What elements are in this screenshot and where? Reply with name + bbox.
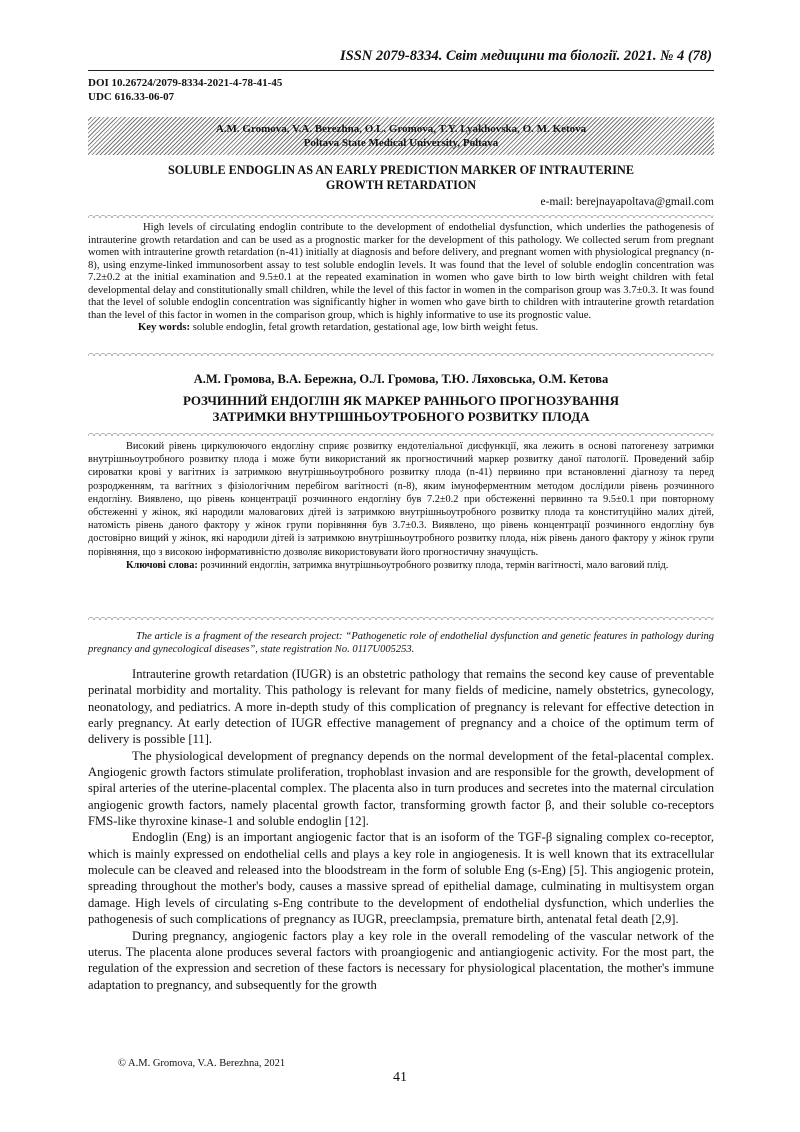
doi: DOI 10.26724/2079-8334-2021-4-78-41-45 (88, 77, 283, 89)
wave-divider (88, 430, 714, 436)
keywords-ua (88, 559, 714, 572)
keywords-en-label: Key words: (138, 322, 191, 333)
authors-banner (88, 117, 714, 155)
body-paragraph: During pregnancy, angiogenic factors play a key role in the overall remodeling of the vascular network of the uterus. The placenta alone produces several factors with proangiogenic and antiangiogenic activity. For the most part, the regulation of the expression and secretion of these factors is necessary for physiological placentation, the mother's immune adaptation to pregnancy, and subsequently for the growth (88, 928, 714, 992)
wave-divider (88, 212, 714, 218)
abstract-en-text: High levels of circulating endoglin contribute to the development of endothelial dysfunction, which underlies the pathogenesis of intrauterine growth retardation and can be used as a prognostic marker for the development of this pathology. We collected serum from pregnant women with intrauterine growth retardation (n-41) initially at diagnosis and before delivery, and pregnant women with physiological pregnancy (n-8), using enzyme-linked immunosorbent assay to test soluble endoglin levels. It was found that the level of soluble endoglin concentration was 7.2±0.2 at the initial examination and 9.5±0.1 at the repeated examination in women who gave birth to low birth weight children with fetal developmental delay and constitutionally small children, while the level of this factor in women in the comparison group was 3.7±0.3. It was found that the level of soluble endoglin concentration was significantly higher in women who gave birth to children with intrauterine growth retardation than the level of this factor in women in the comparison group, which is highly informative to use its prognostic value. (88, 222, 714, 321)
project-note: The article is a fragment of the research project: “Pathogenetic role of endothelial dysfunction and genetic features in pathology during pregnancy and gynecological diseases”, state registration No. 0117U005253. (88, 631, 714, 655)
body-paragraph: Intrauterine growth retardation (IUGR) is an obstetric pathology that remains the second key cause of preventable perinatal morbidity and mortality. This pathology is relevant for many fields of medicine, namely obstetrics, gynecology, neonatology, and pediatrics. A more in-depth study of this complication of pregnancy is relevant for effective detection in early pregnancy. At early detection of IUGR effective management of pregnancy and a choice of the optimum term of delivery is possible [11]. (88, 667, 714, 747)
keywords-en (88, 322, 714, 335)
title-ua-line1: РОЗЧИННИЙ ЕНДОГЛІН ЯК МАРКЕР РАННЬОГО ПРОГНОЗУВАННЯ (183, 393, 619, 408)
page-number: 41 (393, 1070, 407, 1085)
contact-email: e-mail: berejnayapoltava@gmail.com (540, 196, 714, 208)
copyright: © A.M. Gromova, V.A. Berezhna, 2021 (118, 1058, 286, 1069)
body-paragraph: Endoglin (Eng) is an important angiogenic factor that is an isoform of the TGF-β signaling complex co-receptor, which is mainly expressed on endothelial cells and plays a key role in angiogenesis. It is well known that its extracellular molecule can be cleaved and released into the bloodstream in the form of soluble Eng (s-Eng) [5]. This angiogenic protein, spreading throughout the mother's body, causes a massive spread of epithelial damage, culminating in multisystem organ damage. High levels of circulating s-Eng contribute to the development of endothelial dysfunction, which underlies the pathogenesis of such complications of pregnancy as IUGR, preeclampsia, premature birth, antenatal fetal death [2,9]. (88, 830, 714, 927)
title-ua-line2: ЗАТРИМКИ ВНУТРІШНЬОУТРОБНОГО РОЗВИТКУ ПЛОДА (212, 409, 590, 424)
article-body (88, 666, 714, 993)
title-en-line2: GROWTH RETARDATION (325, 178, 477, 192)
keywords-ua-text: розчинний ендоглін, затримка внутрішньоутробного розвитку плода, термін вагітності, мало ваговий плід. (197, 559, 669, 571)
authors-en: A.M. Gromova, V.A. Berezhna, O.L. Gromova, T.Y. Lyakhovska, O. M. Ketova (215, 123, 587, 135)
body-paragraph: The physiological development of pregnancy depends on the normal development of the fetal-placental complex. Angiogenic growth factors stimulate proliferation, trophoblast invasion and are responsible for the growth, development of spiral arteries of the uterine-placental complex. The placenta also in turn produces and secretes into the maternal circulation angiogenic growth factors, namely placental growth factor, transforming growth factor β, and their soluble co-receptors FMS-like thyroxine kinase-1 and soluble endoglin [12]. (88, 748, 714, 829)
affiliation: Poltava State Medical University, Poltava (303, 137, 499, 149)
article-title-en (88, 163, 714, 193)
abstract-ua (88, 440, 714, 572)
journal-header: ISSN 2079-8334. Світ медицини та біології. 2021. № 4 (78) (340, 48, 712, 64)
wave-divider (88, 614, 714, 620)
abstract-en (88, 222, 714, 335)
udc: UDC 616.33-06-07 (88, 91, 175, 103)
keywords-ua-label: Ключові слова: (126, 559, 198, 571)
header-rule (88, 70, 714, 71)
authors-ua: А.М. Громова, В.А. Бережна, О.Л. Громова, Т.Ю. Ляховська, О.М. Кетова (193, 372, 609, 386)
title-en-line1: SOLUBLE ENDOGLIN AS AN EARLY PREDICTION MARKER OF INTRAUTERINE (168, 163, 634, 177)
wave-divider (88, 350, 714, 356)
article-title-ua (88, 393, 714, 425)
abstract-ua-text: Високий рівень циркулюючого ендогліну сприяє розвитку ендотеліальної дисфункції, яка лежить в основі патогенезу затримки внутрішньоутробного розвитку плода і може бути використаний як прогностичний маркер розвитку даної патології. Проведений забір сироватки крові у вагітних із затримкою внутрішньоутробного розвитку плода (n-41) первинно при встановленні діагнозу та перед розродженням, та вагітних з фізіологічним перебігом вагітності (n-8), яким імуноферментним методом дослідили рівень розчинного ендогліну. Виявлено, що рівень концентрації розчинного ендогліну був 7.2±0.2 при обстеженні первинно та 9.5±0.1 при повторному обстеженні у жінок, які народили маловагових дітей із затримкою внутрішньоутробного розвитку плода та конституційно малих дітей, натомість рівень даного фактору у жінок групи порівняння був 3.7±0.3. Виявлено, що рівень концентрації розчинного ендогліну був достовірно вищий у жінок, які народили дітей із затримкою внутрішньоутробного розвитку плода, ніж рівень даного фактору у жінок групи порівняння, що з високою інформативністю дозволяє використовувати його прогностичну значущість. (88, 441, 714, 558)
keywords-en-text: soluble endoglin, fetal growth retardation, gestational age, low birth weight fetus. (190, 322, 539, 333)
